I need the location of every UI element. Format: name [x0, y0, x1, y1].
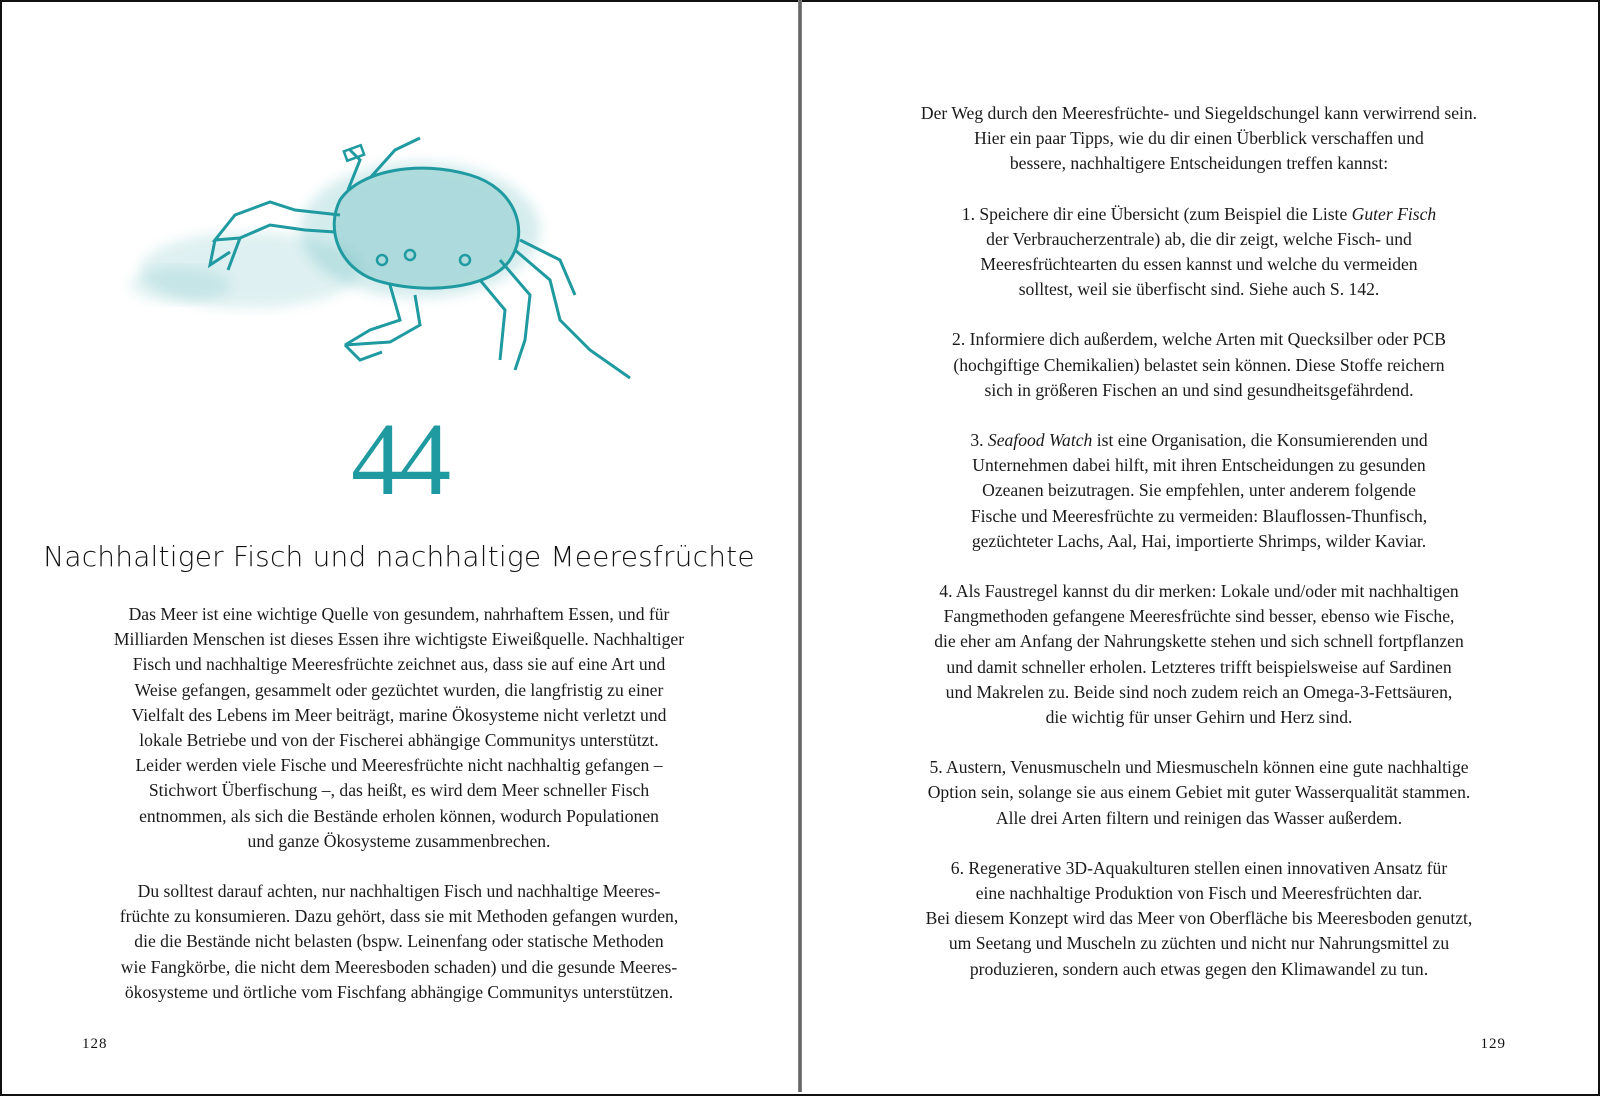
text-line: um Seetang und Muscheln zu züchten und nicht nur Nahrungsmittel zu: [948, 933, 1450, 954]
text-line: Alle drei Arten filtern und reinigen das Wasser außerdem.: [995, 807, 1403, 828]
page-number-left: 128: [82, 1036, 108, 1052]
text-line: 2. Informiere dich außerdem, welche Arten mit Quecksilber oder PCB: [952, 329, 1446, 350]
text-line: 5. Austern, Venusmuscheln und Miesmuscheln können eine gute nachhaltige: [929, 757, 1469, 778]
text-span: 3.: [970, 430, 988, 451]
text-line: Leider werden viele Fische und Meeresfrüchte nicht nachhaltig gefangen –: [135, 755, 663, 776]
text-line: eine nachhaltige Produktion von Fisch und Meeresfrüchten dar.: [975, 883, 1423, 904]
text-span: ist eine Organisation, die Konsumierenden und: [1092, 430, 1428, 451]
tip-2: [862, 327, 1536, 403]
text-line: [862, 202, 1536, 227]
page-number-right: 129: [1480, 1036, 1506, 1052]
text-line: und ganze Ökosysteme zusammenbrechen.: [247, 830, 551, 851]
text-line: lokale Betriebe und von der Fischerei abhängige Communitys unterstützt.: [139, 730, 659, 751]
tip-6: [862, 856, 1536, 982]
text-line: Hier ein paar Tipps, wie du dir einen Überblick verschaffen und: [974, 128, 1424, 149]
text-line: Bei diesem Konzept wird das Meer von Oberfläche bis Meeresboden genutzt,: [925, 908, 1473, 929]
text-line: Das Meer ist eine wichtige Quelle von gesundem, nahrhaftem Essen, und für: [128, 604, 670, 624]
emphasis-guter-fisch: Guter Fisch: [1351, 203, 1437, 224]
text-line: 4. Als Faustregel kannst du dir merken: Lokale und/oder mit nachhaltigen: [939, 581, 1459, 602]
text-line: gezüchteter Lachs, Aal, Hai, importierte Shrimps, wilder Kaviar.: [971, 530, 1427, 551]
left-page: [0, 0, 798, 1092]
text-line: ökosysteme und örtliche vom Fischfang abhängige Communitys unterstützen.: [124, 981, 674, 1002]
text-line: entnommen, als sich die Bestände erholen können, wodurch Populationen: [139, 805, 659, 826]
text-line: und Makrelen zu. Beide sind noch zudem reich an Omega-3-Fettsäuren,: [945, 681, 1453, 702]
text-line: der Verbraucherzentrale) ab, die dir zeigt, welche Fisch- und: [986, 228, 1412, 249]
text-line: bessere, nachhaltigere Entscheidungen treffen kannst:: [1009, 153, 1389, 174]
left-body-text: [70, 602, 728, 1005]
text-line: und damit schneller erholen. Letzteres trifft beispielsweise auf Sardinen: [946, 656, 1452, 677]
tip-4: [862, 579, 1536, 730]
right-page: [802, 0, 1596, 1092]
text-line: Weise gefangen, gesammelt oder gezüchtet wurden, die langfristig zu einer: [134, 679, 664, 700]
text-line: Milliarden Menschen ist dieses Essen ihre wichtigste Eiweißquelle. Nachhaltiger: [113, 629, 685, 650]
emphasis-seafood-watch: Seafood Watch: [987, 430, 1093, 451]
crab-illustration-icon: [120, 120, 650, 390]
text-line: die die Bestände nicht belasten (bspw. Leinenfang oder statische Methoden: [134, 931, 664, 952]
intro-paragraph: [862, 101, 1536, 177]
text-line: Unternehmen dabei hilft, mit ihren Entscheidungen zu gesunden: [972, 455, 1426, 476]
right-body-text: [862, 101, 1536, 1007]
text-line: sich in größeren Fischen an und sind gesundheitsgefährdend.: [984, 379, 1414, 400]
text-line: Vielfalt des Lebens im Meer beiträgt, marine Ökosysteme nicht verletzt und: [131, 704, 667, 725]
text-line: Fische und Meeresfrüchte zu vermeiden: Blauflossen-Thunfisch,: [970, 505, 1428, 526]
text-line: Der Weg durch den Meeresfrüchte- und Siegeldschungel kann verwirrend sein.: [920, 103, 1478, 123]
chapter-number: 44: [351, 402, 447, 517]
tip-1: [862, 202, 1536, 303]
text-line: früchte zu konsumieren. Dazu gehört, dass sie mit Methoden gefangen wurden,: [119, 906, 679, 927]
text-line: Fisch und nachhaltige Meeresfrüchte zeichnet aus, dass sie auf eine Art und: [132, 654, 666, 675]
paragraph-2: [70, 879, 728, 1005]
text-line: produzieren, sondern auch etwas gegen den Klimawandel zu tun.: [969, 958, 1429, 979]
text-line: Du solltest darauf achten, nur nachhaltigen Fisch und nachhaltige Meeres-: [137, 881, 661, 902]
paragraph-1: [70, 602, 728, 854]
text-span: 1. Speichere dir eine Übersicht (zum Beispiel die Liste: [961, 203, 1352, 224]
text-line: Stichwort Überfischung –, das heißt, es wird dem Meer schneller Fisch: [148, 780, 650, 801]
text-line: (hochgiftige Chemikalien) belastet sein können. Diese Stoffe reichern: [953, 354, 1445, 375]
text-line: die eher am Anfang der Nahrungskette stehen und sich schnell fortpflanzen: [934, 631, 1464, 652]
text-line: Option sein, solange sie aus einem Gebiet mit guter Wasserqualität stammen.: [927, 782, 1471, 803]
text-line: Ozeanen beizutragen. Sie empfehlen, unter anderem folgende: [982, 480, 1416, 501]
tip-3: [862, 428, 1536, 554]
text-line: die wichtig für unser Gehirn und Herz sind.: [1045, 707, 1353, 728]
text-line: wie Fangkörbe, die nicht dem Meeresboden schaden) und die gesunde Meeres-: [120, 956, 678, 977]
chapter-title: Nachhaltiger Fisch und nachhaltige Meeresfrüchte: [43, 540, 755, 573]
text-line: solltest, weil sie überfischt sind. Siehe auch S. 142.: [1018, 279, 1380, 300]
text-line: 6. Regenerative 3D-Aquakulturen stellen einen innovativen Ansatz für: [950, 857, 1448, 878]
tip-5: [862, 755, 1536, 831]
text-line: [862, 428, 1536, 453]
text-line: Meeresfrüchtearten du essen kannst und welche du vermeiden: [980, 254, 1418, 275]
text-line: Fangmethoden gefangene Meeresfrüchte sind besser, ebenso wie Fische,: [943, 606, 1455, 627]
